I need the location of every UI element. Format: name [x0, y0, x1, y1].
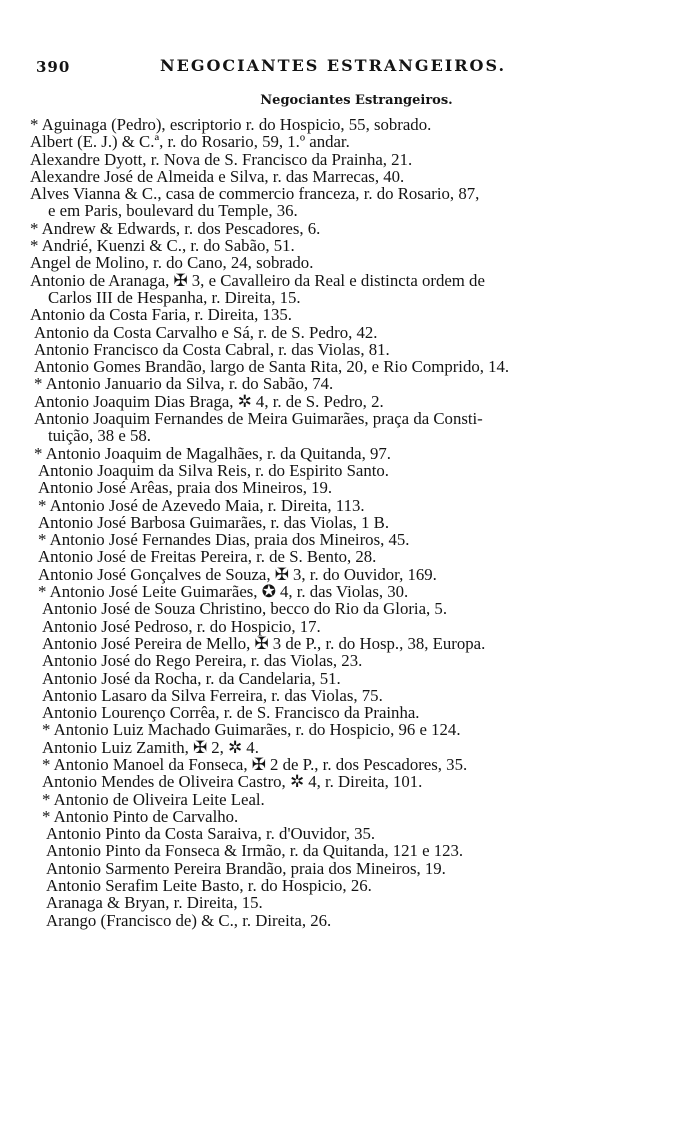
directory-entry: Arango (Francisco de) & C., r. Direita, 26. — [46, 910, 332, 930]
directory-entry: * Andrew & Edwards, r. dos Pescadores, 6. — [30, 218, 321, 238]
directory-entry: Antonio Sarmento Pereira Brandão, praia dos Mineiros, 19. — [46, 858, 446, 878]
directory-entry: Alves Vianna & C., casa de commercio franceza, r. do Rosario, 87, — [30, 184, 480, 204]
directory-entry: * Andrié, Kuenzi & C., r. do Sabão, 51. — [30, 236, 295, 256]
directory-entry: * Aguinaga (Pedro), escriptorio r. do Hospicio, 55, sobrado. — [30, 115, 432, 134]
directory-entry: Antonio Joaquim da Silva Reis, r. do Espirito Santo. — [38, 460, 389, 480]
directory-list — [30, 116, 670, 929]
directory-entry: Antonio Joaquim Dias Braga, ✲ 4, r. de S. Pedro, 2. — [34, 391, 384, 411]
directory-entry: * Antonio Januario da Silva, r. do Sabão, 74. — [34, 374, 334, 394]
directory-entry: Antonio Lourenço Corrêa, r. de S. Francisco da Prainha. — [42, 703, 420, 723]
directory-entry-continuation: e em Paris, boulevard du Temple, 36. — [48, 201, 298, 221]
page-number: 390 — [36, 58, 71, 76]
directory-entry: Angel de Molino, r. do Cano, 24, sobrado. — [30, 253, 314, 273]
directory-entry: Antonio José de Souza Christino, becco do Rio da Gloria, 5. — [42, 599, 448, 619]
directory-entry: Antonio José da Rocha, r. da Candelaria, 51. — [42, 668, 341, 688]
directory-entry: Albert (E. J.) & C.ª, r. do Rosario, 59, 1.º andar. — [30, 132, 350, 152]
directory-entry: * Antonio José Leite Guimarães, ✪ 4, r. das Violas, 30. — [38, 582, 409, 602]
directory-entry: * Antonio Pinto de Carvalho. — [42, 806, 239, 826]
directory-entry: Antonio Joaquim Fernandes de Meira Guimarães, praça da Consti- — [34, 409, 483, 429]
directory-entry: Antonio Francisco da Costa Cabral, r. das Violas, 81. — [34, 339, 390, 359]
directory-entry: Antonio José de Freitas Pereira, r. de S. Bento, 28. — [38, 547, 377, 567]
directory-entry: Antonio José Gonçalves de Souza, ✠ 3, r. do Ouvidor, 169. — [38, 564, 437, 584]
directory-entry: Antonio José Barbosa Guimarães, r. das Violas, 1 B. — [38, 512, 390, 532]
directory-entry: * Antonio Joaquim de Magalhães, r. da Quitanda, 97. — [34, 443, 392, 463]
directory-entry: Antonio Lasaro da Silva Ferreira, r. das Violas, 75. — [42, 685, 383, 705]
directory-entry: Antonio de Aranaga, ✠ 3, e Cavalleiro da Real e distincta ordem de — [30, 270, 485, 290]
directory-entry: * Antonio José de Azevedo Maia, r. Direita, 113. — [38, 495, 365, 515]
directory-entry: Antonio da Costa Faria, r. Direita, 135. — [30, 305, 292, 325]
directory-entry: Alexandre José de Almeida e Silva, r. das Marrecas, 40. — [30, 166, 405, 186]
running-title: NEGOCIANTES ESTRANGEIROS. — [160, 56, 507, 75]
directory-entry: Alexandre Dyott, r. Nova de S. Francisco da Prainha, 21. — [30, 149, 413, 169]
directory-entry: Antonio Mendes de Oliveira Castro, ✲ 4, r. Direita, 101. — [42, 772, 423, 792]
directory-entry-continuation: Carlos III de Hespanha, r. Direita, 15. — [48, 287, 301, 307]
directory-entry: Antonio Luiz Zamith, ✠ 2, ✲ 4. — [42, 737, 259, 757]
directory-entry-continuation: tuição, 38 e 58. — [48, 426, 151, 446]
directory-entry: * Antonio Manoel da Fonseca, ✠ 2 de P., r. dos Pescadores, 35. — [42, 754, 468, 774]
directory-entry: Antonio Pinto da Costa Saraiva, r. d'Ouvidor, 35. — [46, 824, 376, 844]
directory-entry: * Antonio Luiz Machado Guimarães, r. do Hospicio, 96 e 124. — [42, 720, 461, 740]
directory-entry: Antonio José Pereira de Mello, ✠ 3 de P., r. do Hosp., 38, Europa. — [42, 633, 486, 653]
section-title: Negociantes Estrangeiros. — [260, 93, 453, 108]
directory-entry: Antonio Gomes Brandão, largo de Santa Rita, 20, e Rio Comprido, 14. — [34, 357, 510, 377]
directory-entry: * Antonio José Fernandes Dias, praia dos Mineiros, 45. — [38, 530, 410, 550]
directory-entry: Antonio José do Rego Pereira, r. das Violas, 23. — [42, 651, 363, 671]
directory-entry: * Antonio de Oliveira Leite Leal. — [42, 789, 265, 809]
directory-entry: Antonio Pinto da Fonseca & Irmão, r. da Quitanda, 121 e 123. — [46, 841, 464, 861]
directory-entry: Antonio José Pedroso, r. do Hospicio, 17. — [42, 616, 321, 636]
directory-entry: Antonio da Costa Carvalho e Sá, r. de S. Pedro, 42. — [34, 322, 378, 342]
directory-entry: Antonio Serafim Leite Basto, r. do Hospicio, 26. — [46, 876, 372, 896]
directory-entry: Aranaga & Bryan, r. Direita, 15. — [46, 893, 263, 913]
directory-entry: Antonio José Arêas, praia dos Mineiros, 19. — [38, 478, 333, 498]
